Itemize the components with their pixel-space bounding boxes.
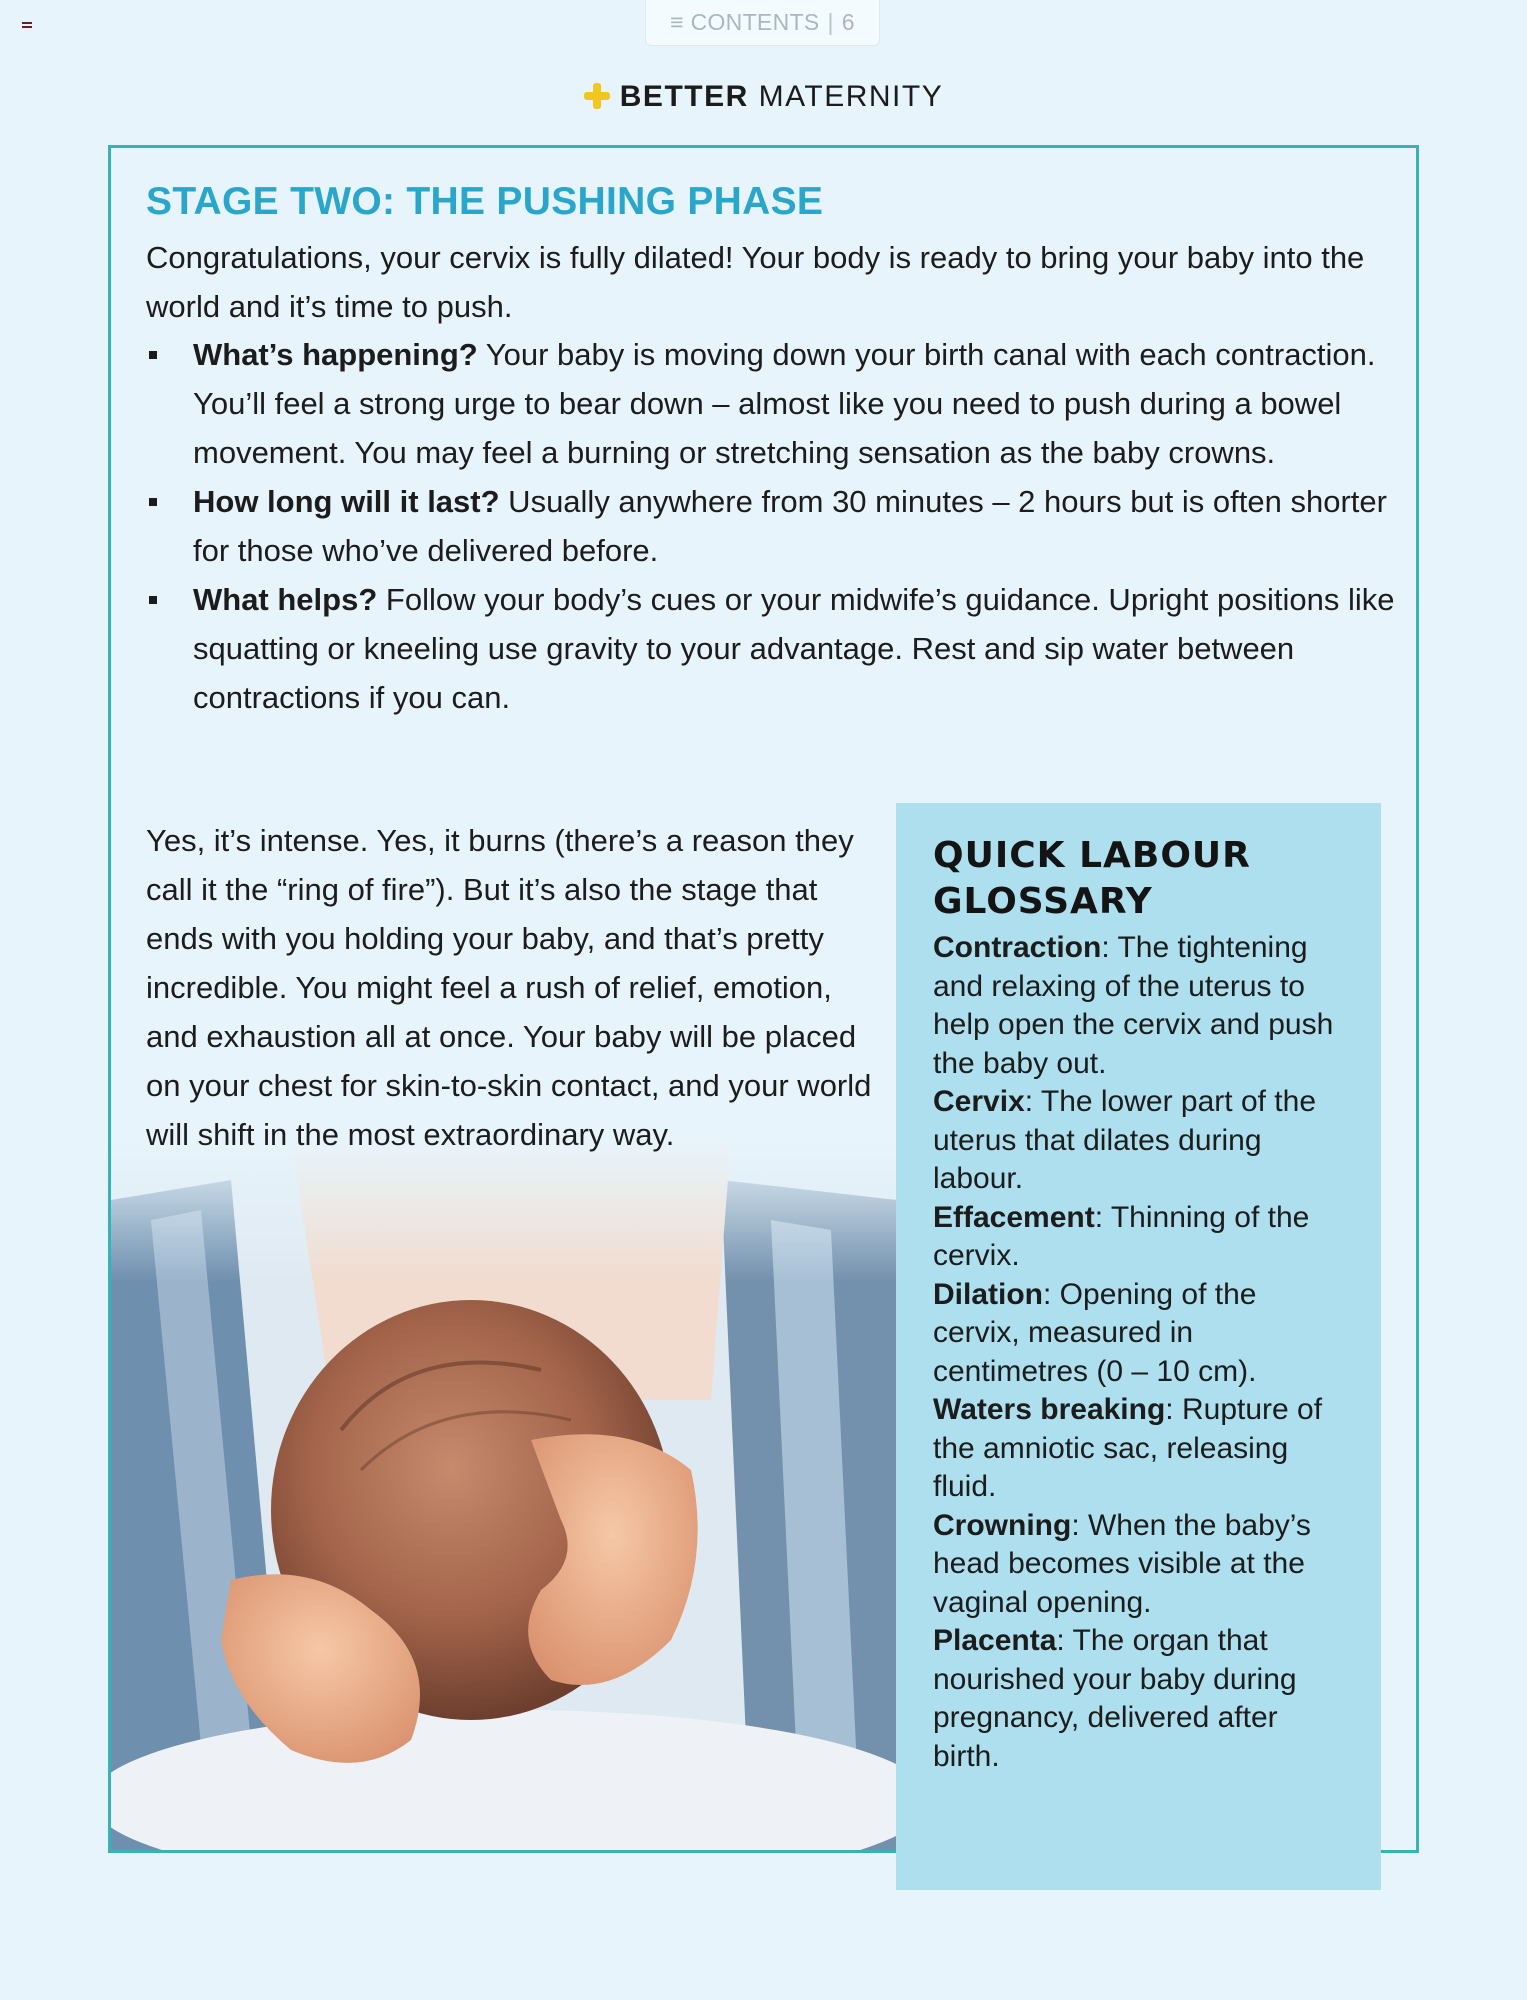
plus-cross-icon <box>584 83 610 109</box>
glossary-entry: Waters breaking: Rupture of the amniotic sac, releasing fluid. <box>933 1393 1323 1503</box>
glossary-entry: Crowning: When the baby’s head becomes visible at the vaginal opening. <box>933 1508 1311 1619</box>
glossary-entry: Dilation: Opening of the cervix, measured in centimetres (0 – 10 cm). <box>933 1277 1257 1388</box>
list-item: How long will it last? Usually anywhere from 30 minutes – 2 hours but is often shorter for those who’ve delivered before. <box>146 477 1396 575</box>
list-item: What’s happening? Your baby is moving down your birth canal with each contraction. You’ll feel a strong urge to bear down – almost like you need to push during a bowel movement. You may feel a burning or stretching sensation as the baby crowns. <box>146 330 1396 477</box>
glossary-entry: Cervix: The lower part of the uterus that dilates during labour. <box>933 1085 1317 1195</box>
glossary-entry: Contraction: The tightening and relaxing of the uterus to help open the cervix and push the baby out. <box>933 931 1334 1080</box>
newborn-photo <box>111 1140 897 1850</box>
list-item: What helps? Follow your body’s cues or your midwife’s guidance. Upright positions like squatting or kneeling use gravity to your advantage. Rest and sip water between contractions if you can. <box>146 575 1396 722</box>
glossary-entry: Placenta: The organ that nourished your baby during pregnancy, delivered after birth. <box>933 1624 1297 1773</box>
contents-label: ≡ CONTENTS <box>670 9 820 35</box>
glossary-title: QUICK LABOUR GLOSSARY <box>933 835 1251 922</box>
brand-header <box>0 80 1527 114</box>
glossary-entry: Effacement: Thinning of the cervix. <box>933 1200 1310 1272</box>
section-title: STAGE TWO: THE PUSHING PHASE <box>146 180 824 223</box>
bullet-square-icon <box>149 351 157 359</box>
intro-paragraph: Congratulations, your cervix is fully dilated! Your body is ready to bring your baby into the world and it’s time to push. <box>146 240 1365 324</box>
brand-light: MATERNITY <box>758 80 944 113</box>
contents-nav-button[interactable] <box>645 0 880 46</box>
nav-divider: | <box>827 9 834 35</box>
closing-paragraph: Yes, it’s intense. Yes, it burns (there’s a reason they call it the “ring of fire”). But it’s also the stage that ends with you holding your baby, and that’s pretty incredible. You might feel a rush of relief, emotion, and exhaustion all at once. Your baby will be placed on your chest for skin-to-skin contact, and your world will shift in the most extraordinary way. <box>146 823 872 1152</box>
menu-icon[interactable] <box>22 22 32 32</box>
bullet-square-icon <box>149 596 157 604</box>
bullet-list <box>146 330 1396 722</box>
page-number: 6 <box>841 9 855 35</box>
glossary-box <box>896 803 1381 1890</box>
brand-bold: BETTER <box>619 80 749 113</box>
bullet-square-icon <box>149 498 157 506</box>
